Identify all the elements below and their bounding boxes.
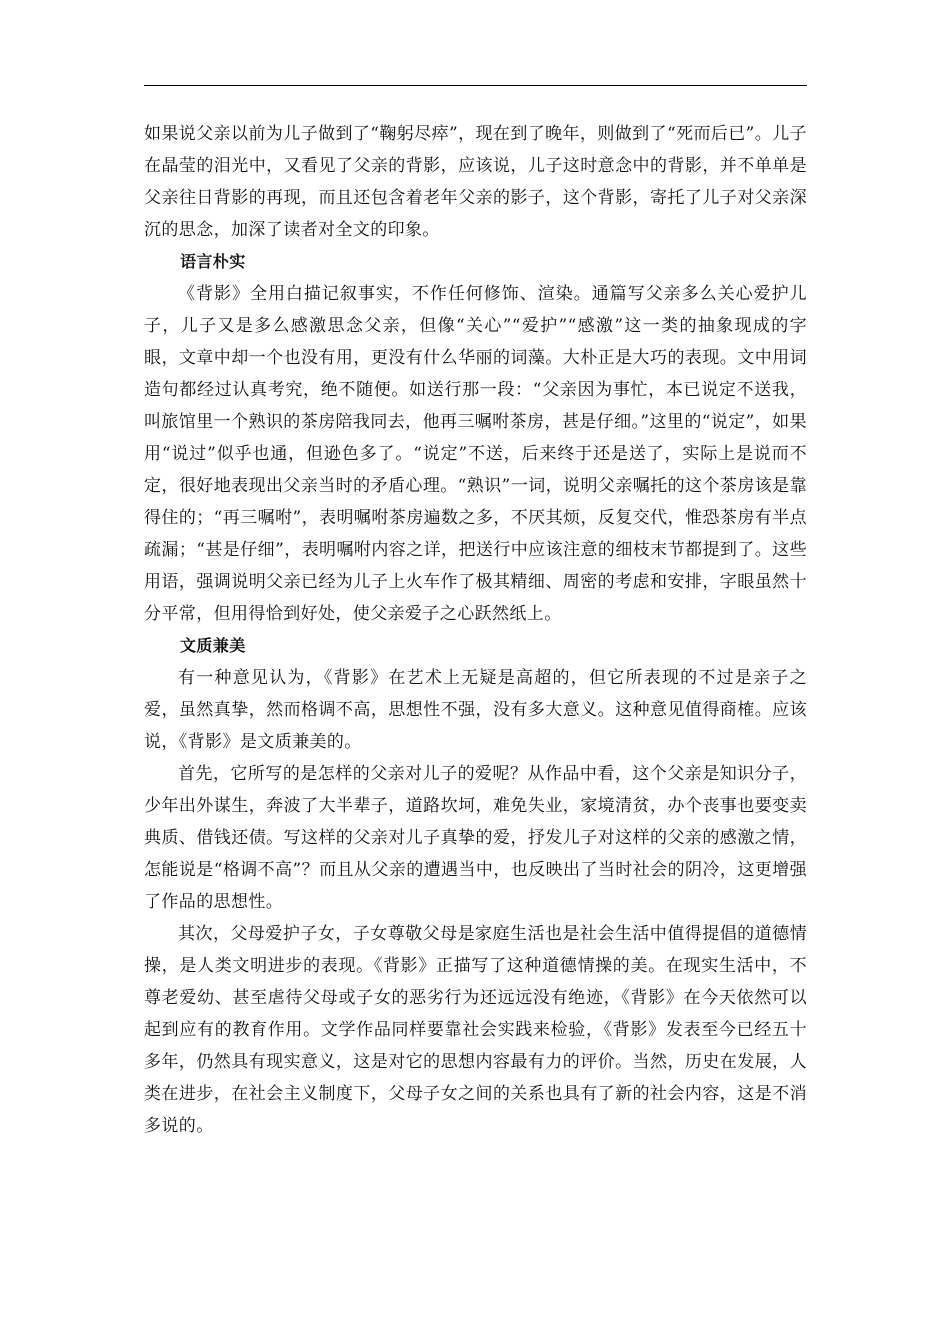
header-rule: [144, 85, 807, 86]
paragraph-plain-language: 《背影》全用白描记叙事实，不作任何修饰、渲染。通篇写父亲多么关心爱护儿子，儿子又是多么感激思念父亲，但像“关心”“爱护”“感激”这一类的抽象现成的字眼，文章中却一个也没有用，更没有什么华丽的词藻。大朴正是大巧的表现。文中用词造句都经过认真考究，绝不随便。如送行那一段：“父亲因为事忙，本已说定不送我，叫旅馆里一个熟识的茶房陪我同去，他再三嘱咐茶房，甚是仔细。”这里的“说定”，如果用“说过”似乎也通，但逊色多了。“说定”不送，后来终于还是送了，实际上是说而不定，很好地表现出父亲当时的矛盾心理。“熟识”一词，说明父亲嘱托的这个茶房该是靠得住的；“再三嘱咐”，表明嘱咐茶房遍数之多，不厌其烦，反复交代，惟恐茶房有半点疏漏；“甚是仔细”，表明嘱咐内容之详，把送行中应该注意的细枝末节都提到了。这些用语，强调说明父亲已经为儿子上火车作了极其精细、周密的考虑和安排，字眼虽然十分平常，但用得恰到好处，使父亲爱子之心跃然纸上。: [144, 284, 807, 624]
section-heading-form-and-content: 文质兼美: [180, 636, 246, 655]
document-body: [144, 118, 807, 1142]
paragraph-first-point: 首先，它所写的是怎样的父亲对儿子的爱呢？从作品中看，这个父亲是知识分子，少年出外谋生，奔波了大半辈子，道路坎坷，难免失业，家境清贫，办个丧事也要变卖典质、借钱还债。写这样的父亲对儿子真挚的爱，抒发儿子对这样的父亲的感激之情，怎能说是“格调不高”？而且从父亲的遭遇当中，也反映出了当时社会的阴冷，这更增强了作品的思想性。: [144, 764, 807, 912]
paragraph-second-point: 其次，父母爱护子女，子女尊敬父母是家庭生活也是社会生活中值得提倡的道德情操，是人类文明进步的表现。《背影》正描写了这种道德情操的美。在现实生活中，不尊老爱幼、甚至虐待父母或子女的恶劣行为还远远没有绝迹，《背影》在今天依然可以起到应有的教育作用。文学作品同样要靠社会实践来检验，《背影》发表至今已经五十多年，仍然具有现实意义，这是对它的思想内容最有力的评价。当然，历史在发展，人类在进步，在社会主义制度下，父母子女之间的关系也具有了新的社会内容，这是不消多说的。: [144, 924, 807, 1136]
section-heading-plain-language: 语言朴实: [180, 252, 246, 271]
paragraph-opinion: 有一种意见认为，《背影》在艺术上无疑是高超的，但它所表现的不过是亲子之爱，虽然真挚，然而格调不高，思想性不强，没有多大意义。这种意见值得商榷。应该说，《背影》是文质兼美的。: [144, 668, 807, 752]
paragraph-intro-continuation: 如果说父亲以前为儿子做到了“鞠躬尽瘁”，现在到了晚年，则做到了“死而后已”。儿子在晶莹的泪光中，又看见了父亲的背影，应该说，儿子这时意念中的背影，并不单单是父亲往日背影的再现，而且还包含着老年父亲的影子，这个背影，寄托了儿子对父亲深沉的思念，加深了读者对全文的印象。: [144, 124, 807, 240]
